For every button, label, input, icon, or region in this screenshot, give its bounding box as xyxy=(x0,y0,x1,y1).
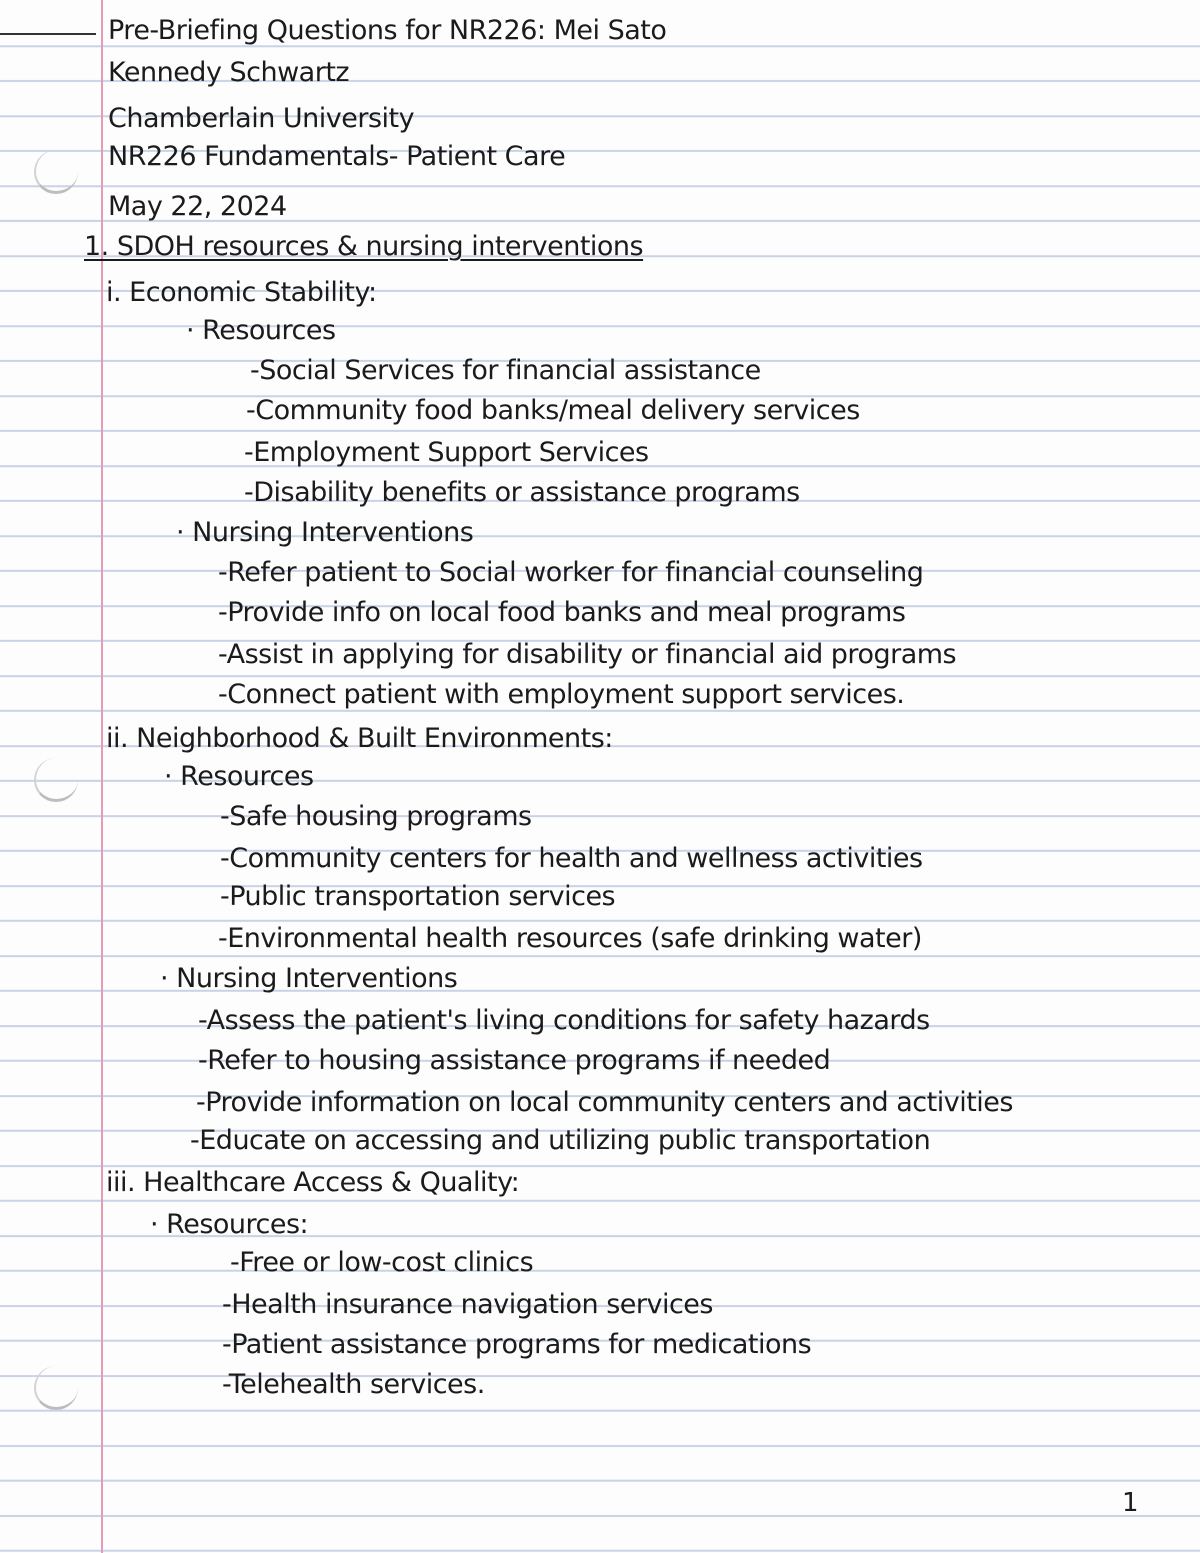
intervention-item: -Refer patient to Social worker for financial counseling xyxy=(218,557,924,588)
binder-hole-middle xyxy=(34,758,78,802)
interventions-label: · Nursing Interventions xyxy=(176,517,474,548)
institution-name: Chamberlain University xyxy=(108,103,415,134)
intervention-item: -Provide info on local food banks and meal programs xyxy=(218,597,906,628)
resource-item: -Community food banks/meal delivery services xyxy=(246,395,860,426)
header-dash xyxy=(0,33,96,35)
resource-item: -Telehealth services. xyxy=(222,1369,485,1400)
author-name: Kennedy Schwartz xyxy=(108,57,350,88)
intervention-item: -Connect patient with employment support services. xyxy=(218,679,905,710)
resource-item: -Safe housing programs xyxy=(220,801,532,832)
resources-label: · Resources: xyxy=(150,1209,309,1240)
resource-item: -Patient assistance programs for medications xyxy=(222,1329,812,1360)
resource-item: -Environmental health resources (safe drinking water) xyxy=(218,923,922,954)
intervention-item: -Refer to housing assistance programs if needed xyxy=(198,1045,831,1076)
section-title-economic-stability: i. Economic Stability: xyxy=(106,277,377,308)
intervention-item: -Assess the patient's living conditions for safety hazards xyxy=(198,1005,930,1036)
resource-item: -Free or low-cost clinics xyxy=(230,1247,534,1278)
course-name: NR226 Fundamentals- Patient Care xyxy=(108,141,566,172)
document-date: May 22, 2024 xyxy=(108,191,287,222)
section-heading: 1. SDOH resources & nursing interventions xyxy=(84,231,644,262)
resource-item: -Employment Support Services xyxy=(244,437,649,468)
section-title-neighborhood: ii. Neighborhood & Built Environments: xyxy=(106,723,613,754)
resource-item: -Social Services for financial assistance xyxy=(250,355,761,386)
resources-label: · Resources xyxy=(186,315,336,346)
resource-item: -Public transportation services xyxy=(220,881,616,912)
resource-item: -Health insurance navigation services xyxy=(222,1289,713,1320)
resources-label: · Resources xyxy=(164,761,314,792)
binder-hole-bottom xyxy=(34,1366,78,1410)
page-number: 1 xyxy=(1122,1488,1139,1518)
resource-item: -Community centers for health and wellness activities xyxy=(220,843,923,874)
resource-item: -Disability benefits or assistance programs xyxy=(244,477,800,508)
intervention-item: -Educate on accessing and utilizing public transportation xyxy=(190,1125,931,1156)
binder-hole-top xyxy=(34,150,78,194)
document-title: Pre-Briefing Questions for NR226: Mei Sato xyxy=(108,15,667,46)
intervention-item: -Assist in applying for disability or financial aid programs xyxy=(218,639,957,670)
intervention-item: -Provide information on local community centers and activities xyxy=(196,1087,1013,1118)
section-title-healthcare-access: iii. Healthcare Access & Quality: xyxy=(106,1167,520,1198)
interventions-label: · Nursing Interventions xyxy=(160,963,458,994)
